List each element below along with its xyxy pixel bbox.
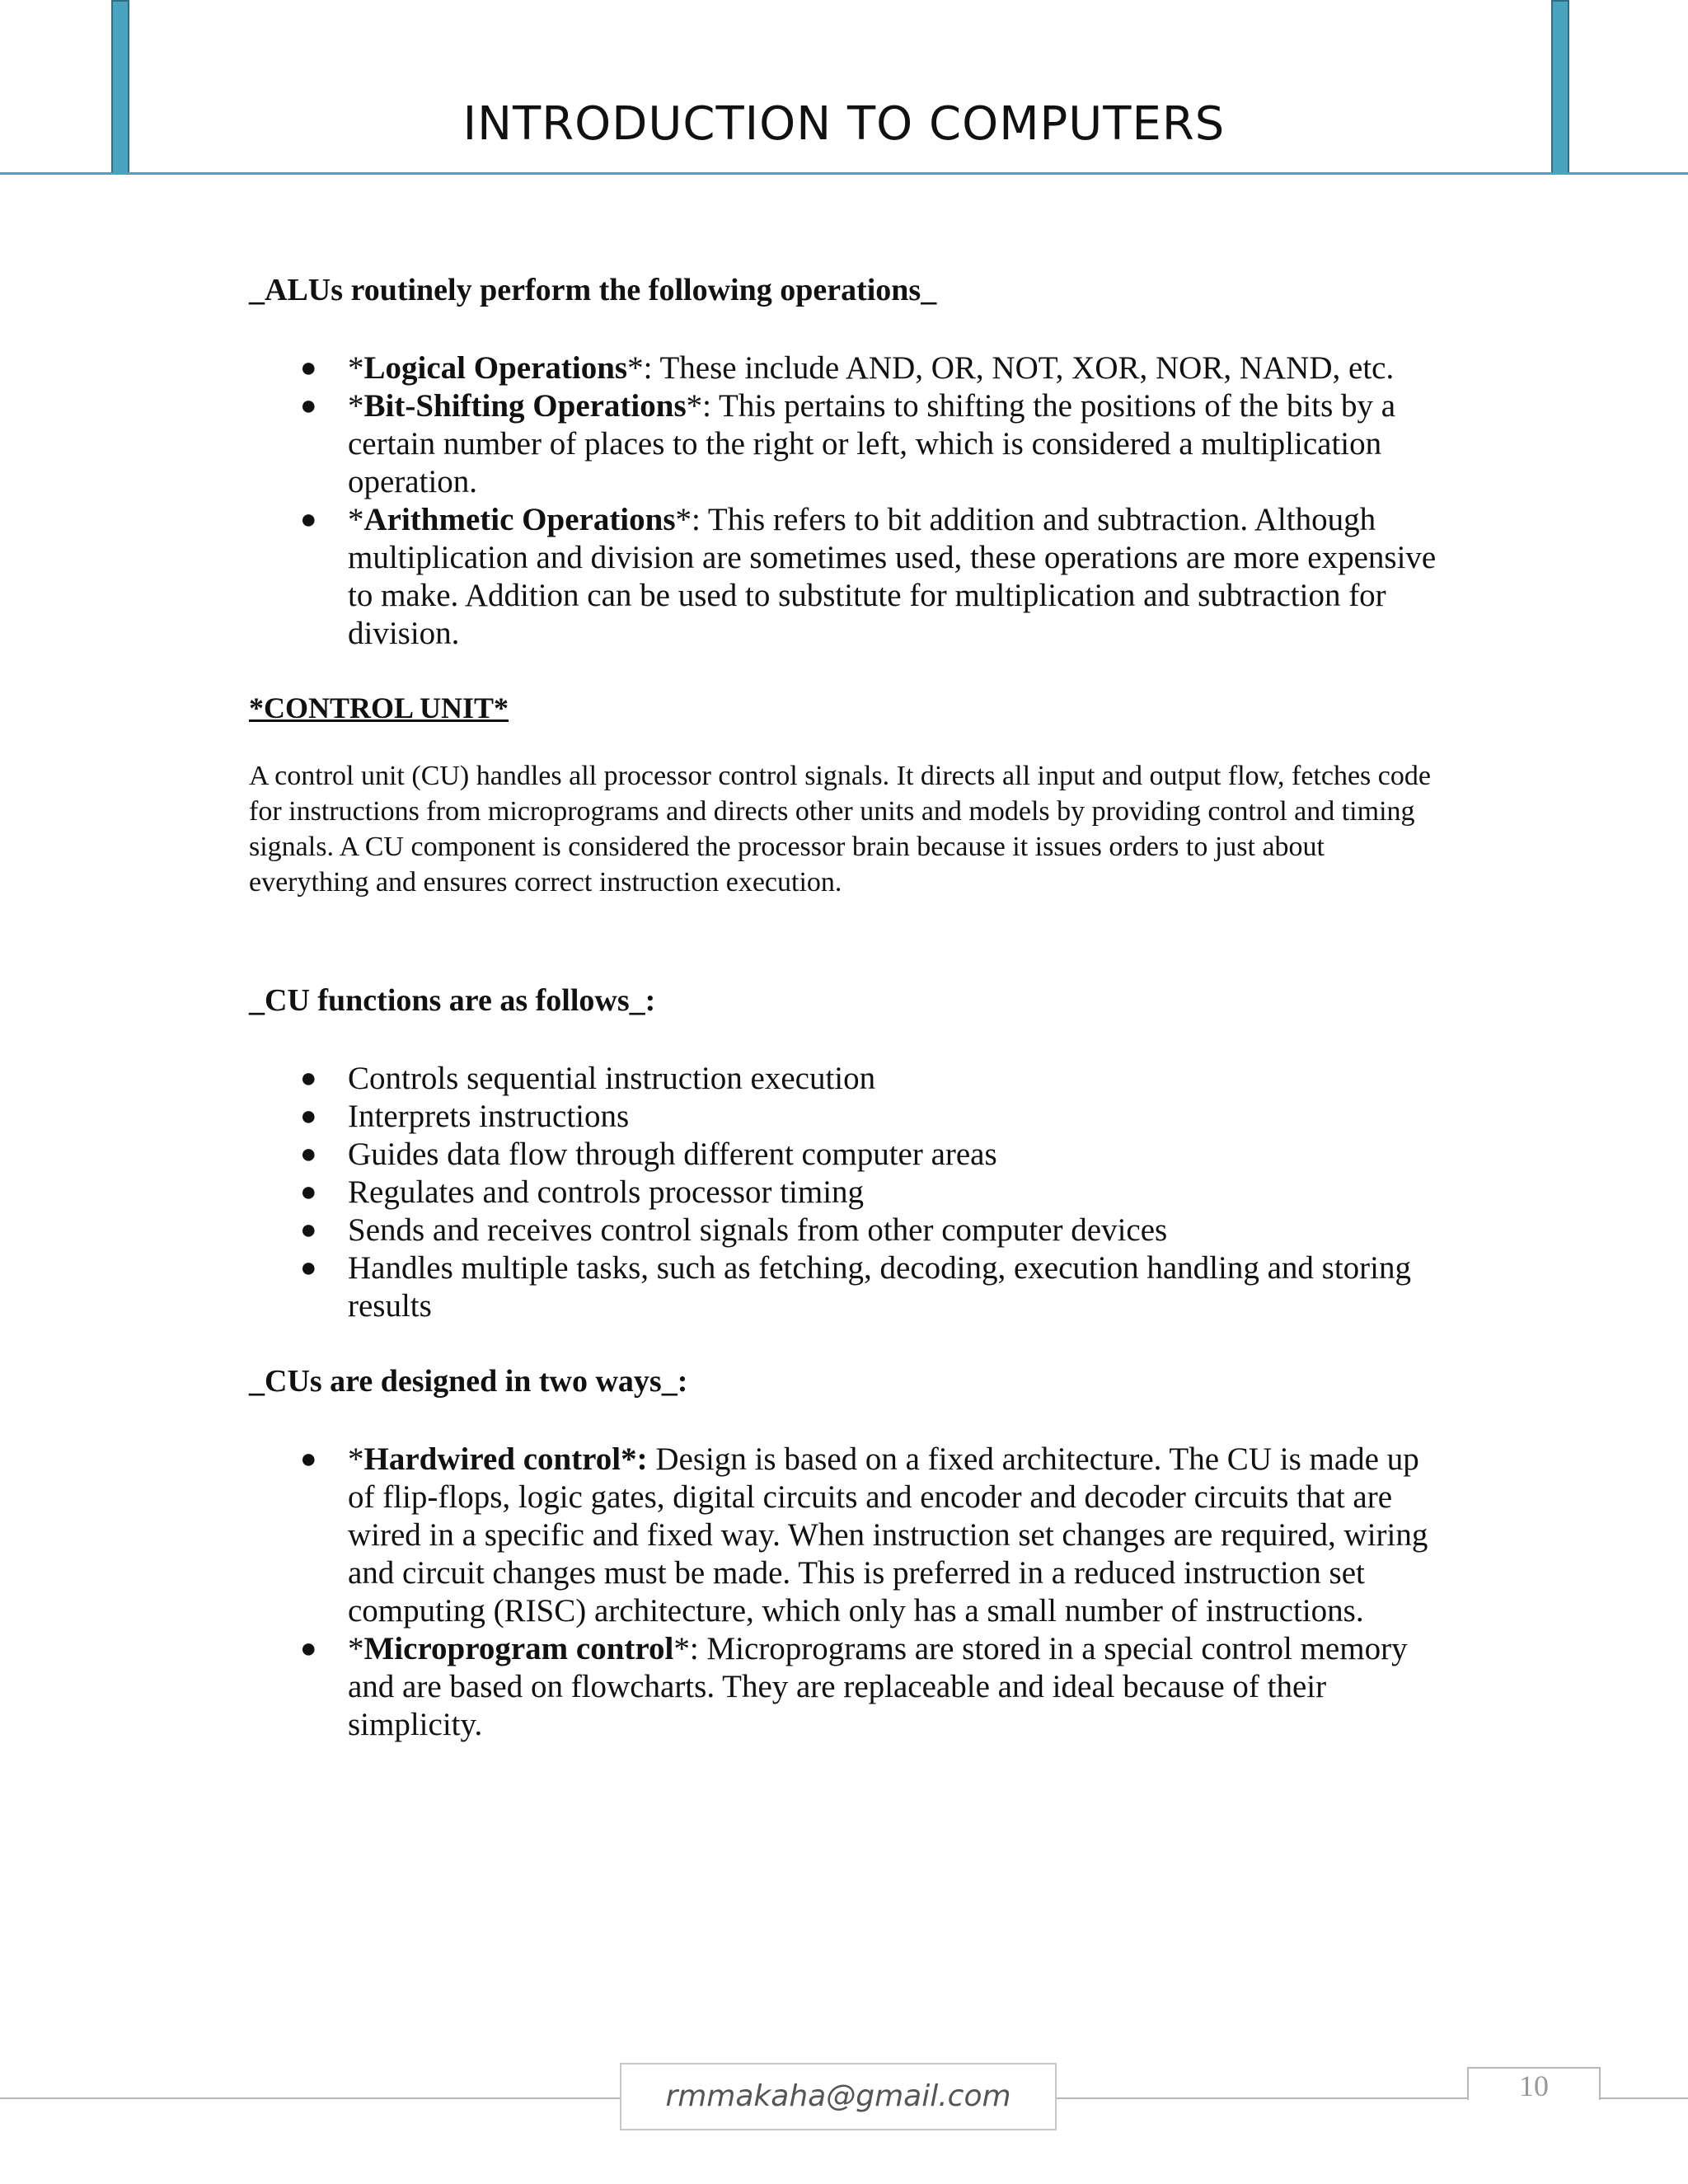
item-text: Design is based on a fixed architecture. The CU is made up of flip-flops, logic gates, digital circuits and encoder and decoder circuits that are wired in a specific and fixed way. When instruction set changes are required, wiring and circuit changes must be made. This is preferred in a reduced instruction set computing (RISC) architecture, which only has a small number of instructions. [348, 1441, 1428, 1629]
page-title: INTRODUCTION TO COMPUTERS [462, 97, 1226, 151]
footer-rule-left [0, 2097, 620, 2099]
item-term: Arithmetic Operations [363, 502, 676, 537]
item-mid: * [675, 502, 692, 537]
item-text: Handles multiple tasks, such as fetching, decoding, execution handling and storing results [348, 1250, 1411, 1324]
item-text: : This refers to bit addition and subtraction. Although multiplication and division are sometimes used, these operations are more expensive to make. Addition can be used to substitute for multiplication and subtraction for division. [348, 502, 1437, 651]
bullet-icon: ● [300, 1444, 317, 1474]
bullet-icon: ● [300, 1063, 317, 1094]
item-mid: * [627, 350, 644, 386]
list-item [249, 349, 1444, 387]
item-mid: * [673, 1631, 690, 1666]
footer-rule-middle [1057, 2097, 1469, 2099]
list-item [249, 501, 1444, 653]
list-item [249, 387, 1444, 501]
cu-design-heading: _CUs are designed in two ways_: [249, 1364, 688, 1399]
item-text: : This pertains to shifting the positions of the bits by a certain number of places to the right or left, which is considered a multiplication operation. [348, 388, 1396, 499]
item-prefix: * [348, 502, 364, 537]
bullet-icon: ● [300, 1101, 317, 1132]
list-item [249, 1136, 1444, 1174]
footer-email: rmmakaha@gmail.com [620, 2063, 1057, 2130]
bullet-icon: ● [300, 353, 317, 383]
item-text: : Microprograms are stored in a special control memory and are based on flowcharts. They are replaceable and ideal because of their simplicity. [348, 1631, 1408, 1742]
item-mid: * [686, 388, 703, 424]
alu-operations-list [249, 349, 1444, 653]
bullet-icon: ● [300, 391, 317, 421]
item-prefix: * [348, 388, 364, 424]
item-text: Controls sequential instruction execution [348, 1061, 876, 1096]
item-text: : These include AND, OR, NOT, XOR, NOR, NAND, etc. [643, 350, 1395, 386]
document-body [249, 272, 1444, 1744]
alu-heading: _ALUs routinely perform the following operations_ [249, 273, 937, 307]
list-item [249, 1174, 1444, 1212]
item-text: Regulates and controls processor timing [348, 1174, 865, 1210]
item-term: Hardwired control*: [363, 1441, 648, 1477]
list-item [249, 1098, 1444, 1136]
item-prefix: * [348, 350, 364, 386]
list-item [249, 1441, 1444, 1630]
page-number: 10 [1519, 2069, 1549, 2102]
bullet-icon: ● [300, 1139, 317, 1169]
bullet-icon: ● [300, 504, 317, 535]
list-item [249, 1212, 1444, 1249]
item-text: Interprets instructions [348, 1099, 630, 1134]
item-term: Bit-Shifting Operations [363, 388, 687, 424]
item-text: Sends and receives control signals from other computer devices [348, 1212, 1168, 1248]
item-term: Microprogram control [363, 1631, 674, 1666]
list-item [249, 1630, 1444, 1744]
control-unit-heading: *CONTROL UNIT* [249, 691, 509, 724]
header-divider [0, 172, 1688, 175]
item-prefix: * [348, 1441, 364, 1477]
item-term: Logical Operations [363, 350, 628, 386]
control-unit-paragraph: A control unit (CU) handles all processor control signals. It directs all input and output flow, fetches code for instructions from microprograms and directs other units and models by providing control and timing signals. A CU component is considered the processor brain because it issues orders to just about everything and ensures correct instruction execution. [249, 761, 1431, 898]
bullet-icon: ● [300, 1253, 317, 1283]
list-item [249, 1060, 1444, 1098]
bullet-icon: ● [300, 1215, 317, 1245]
cu-design-list [249, 1441, 1444, 1744]
item-text: Guides data flow through different computer areas [348, 1137, 997, 1172]
item-prefix: * [348, 1631, 364, 1666]
cu-functions-list [249, 1060, 1444, 1325]
list-item [249, 1249, 1444, 1325]
cu-functions-heading: _CU functions are as follows_: [249, 983, 656, 1018]
footer-rule-right [1599, 2097, 1688, 2099]
bullet-icon: ● [300, 1177, 317, 1207]
bullet-icon: ● [300, 1633, 317, 1664]
